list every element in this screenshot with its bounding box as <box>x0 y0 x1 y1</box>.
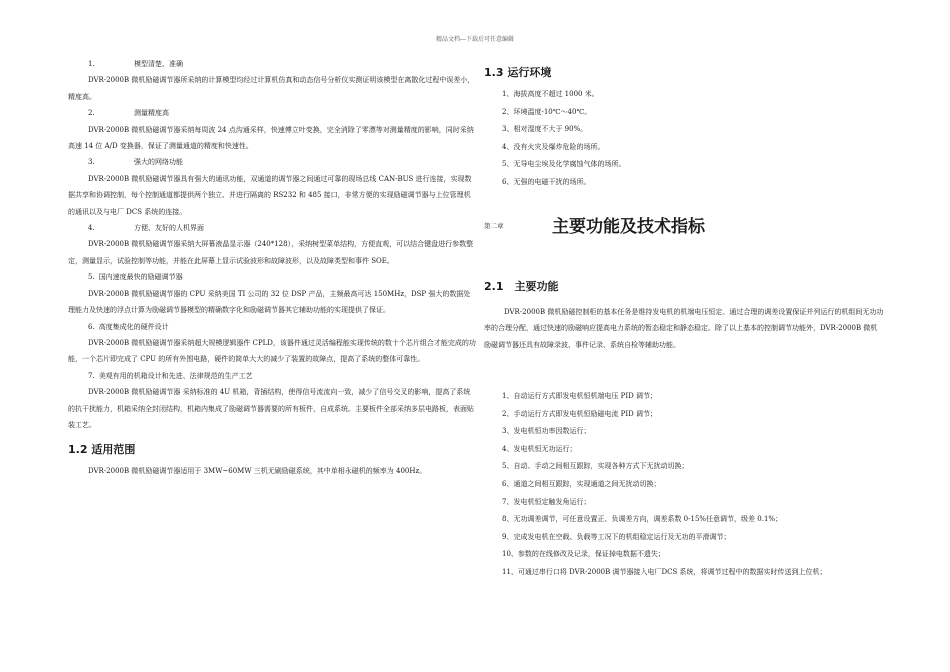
list-item: 3、相对湿度不大于 90%。 <box>502 125 588 133</box>
feature-number: 7. <box>88 371 95 380</box>
chapter-title: 主要功能及技术指标 <box>552 217 705 237</box>
feature-number: 1. <box>88 60 95 68</box>
list-item: 1、自动运行方式即发电机恒机端电压 PID 调节； <box>502 392 657 400</box>
list-item: 6、无强的电磁干扰的场所。 <box>502 177 591 186</box>
list-item: 9、完成发电机在空载、负载等工况下的机组稳定运行及无功的平滑调节； <box>502 532 731 541</box>
right-column <box>484 64 884 191</box>
section-heading: 2.1 主要功能 <box>484 280 559 293</box>
list-item: 2、手动运行方式即发电机恒励磁电流 PID 调节； <box>502 409 657 418</box>
section-2-1 <box>484 278 884 353</box>
function-list <box>484 388 884 582</box>
feature-title: 高度集成化的硬件设计 <box>98 322 169 331</box>
function-paragraph: DVR-2000B 微机励磁控制柜的基本任务是维持发电机的机端电压恒定、通过合理的调差设置保证并列运行的机组间无功功率的合理分配，通过快速的励磁响应提高电力系统的暂态稳定和静态稳定。除了以上基本的控制调节功能外，DVR-2000B 微机励磁调节器还具有故障录波、事件记录、系统自检等辅助功能。 <box>484 308 884 349</box>
left-column <box>68 56 476 480</box>
feature-heading <box>68 56 476 72</box>
feature-paragraph: DVR-2000B 微机励磁调节器采纳每周波 24 点沟通采样，快速傅立叶变换，完全消除了零漂等对测量精度的影响，同时采纳高速 14 位 A/D 变换器，保证了测量通道的精度和快速性。 <box>68 125 474 151</box>
section-heading: 1.2 适用范围 <box>68 443 136 457</box>
feature-title: 国内速度最快的励磁调节器 <box>98 273 183 282</box>
feature-title: 测量精度高 <box>134 109 169 118</box>
feature-number: 3. <box>88 158 95 167</box>
scope-paragraph: DVR-2000B 微机励磁调节器适用于 3MW~60MW 三机无刷励磁系统，其中单相永磁机的频率为 400Hz。 <box>88 467 427 476</box>
list-item: 8、无功调差调节，可任意设置正、负调差方向，调差系数 0-15%任意调节，级差 0.1%； <box>502 515 783 524</box>
feature-number: 5. <box>88 273 95 282</box>
list-item: 3、发电机恒功率因数运行； <box>502 427 591 436</box>
chapter-heading <box>484 212 884 236</box>
feature-number: 2. <box>88 109 95 118</box>
feature-heading <box>68 105 476 121</box>
feature-title: 模型清楚、准确 <box>134 60 183 68</box>
chapter-number: 第二章 <box>484 222 504 230</box>
feature-heading <box>68 154 476 170</box>
feature-paragraph: DVR-2000B 微机励磁调节器具有强大的通讯功能，双通道的调节器之间通过可靠的现场总线 CAN-BUS 进行连接，实现数据共享和协调控制，每个控制通道都提供两个独立、并进行隔离的 RS232 和 485 接口，非常方便的实现励磁调节器与上位管理机的通讯以及与电厂 DCS 系统的连接。 <box>68 174 472 216</box>
environment-list <box>484 86 884 191</box>
feature-paragraph: DVR-2000B 微机励磁调节器的 CPU 采纳美国 TI 公司的 32 位 DSP 产品，主频最高可达 150MHz，DSP 强大的数据处理能力及快速的浮点计算为励磁调节器模型的精确数字化和励磁调节器其它辅助功能的实现提供了保证。 <box>68 289 471 315</box>
function-list-block <box>484 388 884 582</box>
list-item: 6、通道之间相互跟踪，实现通道之间无扰动切换； <box>502 479 661 488</box>
list-item: 10、参数的在线修改及记录，保证掉电数据不遗失； <box>502 550 665 559</box>
list-item: 2、环境温度-10℃～40℃。 <box>502 107 592 116</box>
feature-heading <box>68 368 476 384</box>
feature-number: 6. <box>88 322 95 331</box>
feature-heading <box>68 319 476 335</box>
section-heading: 1.3 运行环境 <box>484 66 552 79</box>
list-item: 4、发电机恒无功运行； <box>502 444 577 453</box>
list-item: 5、自动、手动之间相互跟踪，实现各种方式下无扰动切换； <box>502 462 689 471</box>
feature-paragraph: DVR-2000B 微机励磁调节器 采纳标准的 4U 机箱，背插结构，使得信号流流向一致，减少了信号交叉的影响，提高了系统的抗干扰能力，机箱采纳全封闭结构，机箱内集成了励磁调节器需要的所有板件，自成系统。主要板件全部采纳多层电路板，表面贴装工艺。 <box>68 388 474 429</box>
feature-number: 4. <box>88 224 95 233</box>
list-item: 7、发电机恒定触发角运行； <box>502 497 591 506</box>
feature-heading <box>68 220 476 236</box>
feature-title: 强大的网络功能 <box>134 158 183 167</box>
feature-title: 美观有用的机箱设计和先进、法律规范的生产工艺 <box>98 371 253 380</box>
feature-title: 方便、友好的人机界面 <box>134 224 204 233</box>
list-item: 5、无导电尘埃及化学腐蚀气体的场所。 <box>502 160 626 168</box>
page-watermark: 精品文档---下载后可任意编辑 <box>435 36 515 43</box>
list-item: 11、可通过串行口将 DVR-2000B 调节器接入电厂DCS 系统，将调节过程中的数据实时传送到上位机； <box>502 567 827 576</box>
list-item: 1、海拔高度不超过 1000 米。 <box>502 90 599 98</box>
feature-paragraph: DVR-2000B 微机励磁调节器采纳超大规模逻辑器件 CPLD，该器件通过灵活编程能实现传统的数十个芯片组合才能完成的功能，一个芯片即完成了 CPU 的所有外围电路，硬件的简单大大的减少了装置的故障点，提高了系统的整体可靠性。 <box>68 338 476 364</box>
list-item: 4、没有火灾及爆炸危险的场所。 <box>502 142 605 151</box>
feature-paragraph: DVR-2000B 微机励磁调节器采纳大屏幕液晶显示器（240*128），采纳树型菜单结构，方便直观，可以结合键盘进行参数整定，测量显示，试验控制等功能，并能在此屏幕上显示试验波形和故障波形，以及故障类型和事件 SOE。 <box>68 240 474 265</box>
feature-paragraph: DVR-2000B 微机励磁调节器所采纳的计算模型均经过计算机仿真和动态信号分析仪实测证明该模型在离散化过程中误差小，精度高。 <box>68 76 475 101</box>
feature-heading <box>68 269 476 285</box>
